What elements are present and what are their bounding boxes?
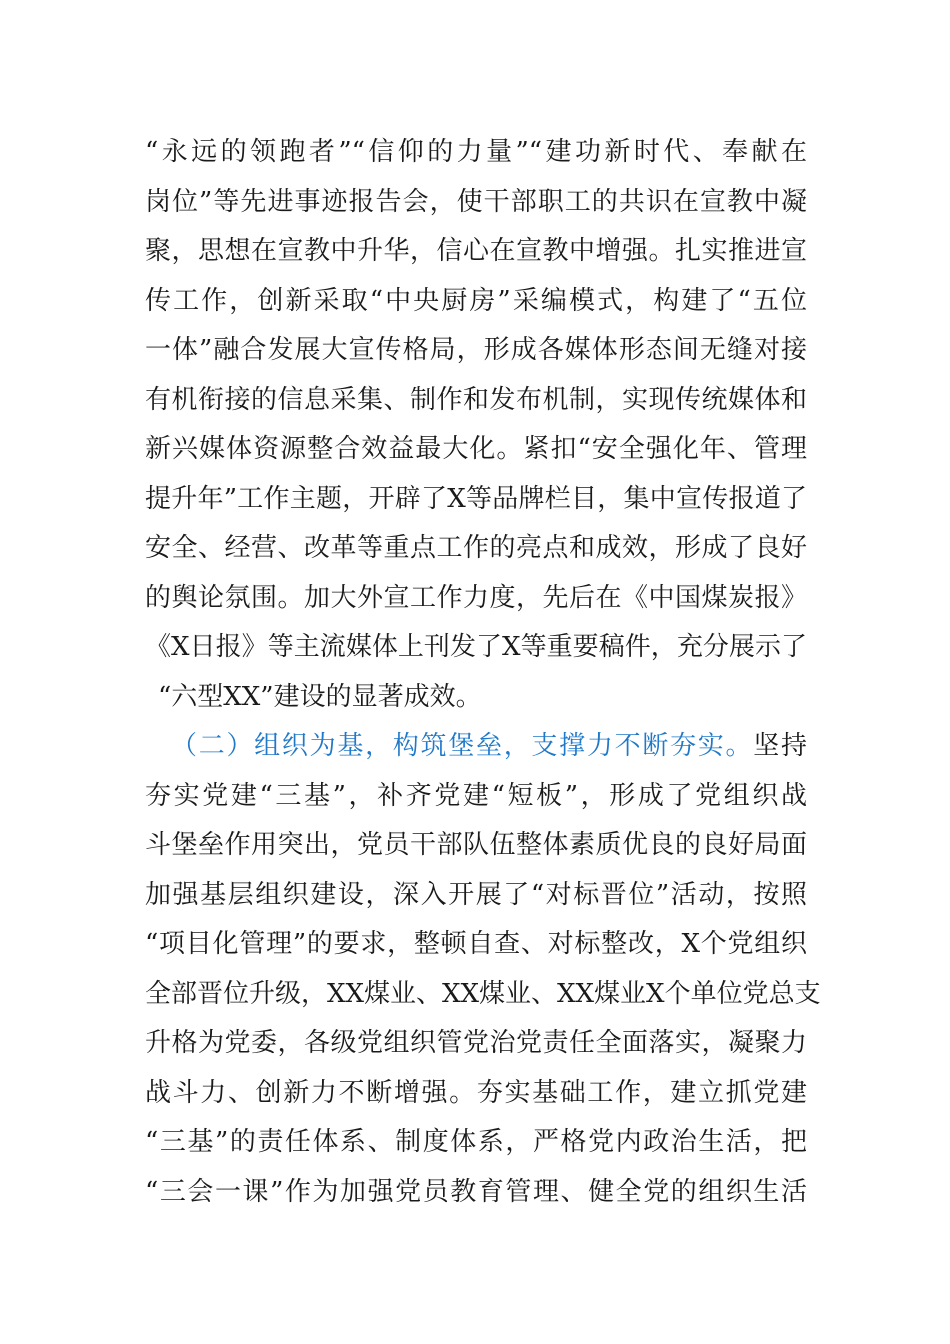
paragraph-line: “项目化管理”的要求，整顿自查、对标整改，X个党组织	[145, 929, 807, 959]
paragraph-line: 战斗力、创新力不断增强。夯实基础工作，建立抓党建	[145, 1077, 807, 1108]
paragraph-line: 升格为党委，各级党组织管党治党责任全面落实，凝聚力	[145, 1028, 807, 1058]
paragraph-line: 有机衔接的信息采集、制作和发布机制，实现传统媒体和	[145, 384, 807, 415]
section-heading-tail: 坚持	[753, 731, 807, 761]
paragraph-line: 的舆论氛围。加大外宣工作力度，先后在《中国煤炭报》	[145, 582, 807, 613]
section-heading: （二）组织为基，构筑堡垒，支撑力不断夯实。	[171, 731, 754, 761]
paragraph-line: 新兴媒体资源整合效益最大化。紧扣“安全强化年、管理	[145, 434, 807, 464]
paragraph-line: 斗堡垒作用突出，党员干部队伍整体素质优良的良好局面	[145, 830, 807, 860]
paragraph-line: “三会一课”作为加强党员教育管理、健全党的组织生活	[145, 1176, 807, 1207]
paragraph-line: 夯实党建“三基”，补齐党建“短板”，形成了党组织战	[145, 780, 807, 811]
paragraph-line: “三基”的责任体系、制度体系，严格党内政治生活，把	[145, 1127, 807, 1157]
paragraph-line: 聚，思想在宣教中升华，信心在宣教中增强。扎实推进宣	[145, 236, 807, 266]
paragraph-line: 《X日报》等主流媒体上刊发了X等重要稿件，充分展示了	[145, 632, 807, 662]
section-heading-line	[145, 722, 807, 772]
paragraph-line: 加强基层组织建设，深入开展了“对标晋位”活动，按照	[145, 879, 807, 910]
paragraph-line: 安全、经营、改革等重点工作的亮点和成效，形成了良好	[145, 533, 807, 563]
body-text	[145, 128, 821, 1217]
paragraph-line: “六型XX”建设的显著成效。	[158, 681, 482, 712]
paragraph-line: 一体”融合发展大宣传格局，形成各媒体形态间无缝对接	[145, 335, 807, 365]
paragraph-line: 提升年”工作主题，开辟了X等品牌栏目，集中宣传报道了	[145, 483, 807, 514]
paragraph-line: 全部晋位升级，XX煤业、XX煤业、XX煤业X个单位党总支	[145, 978, 821, 1009]
paragraph-line: “永远的领跑者”“信仰的力量”“建功新时代、奉献在	[145, 137, 807, 167]
paragraph-line: 传工作，创新采取“中央厨房”采编模式，构建了“五位	[145, 285, 807, 316]
paragraph-line: 岗位”等先进事迹报告会，使干部职工的共识在宣教中凝	[145, 186, 807, 217]
